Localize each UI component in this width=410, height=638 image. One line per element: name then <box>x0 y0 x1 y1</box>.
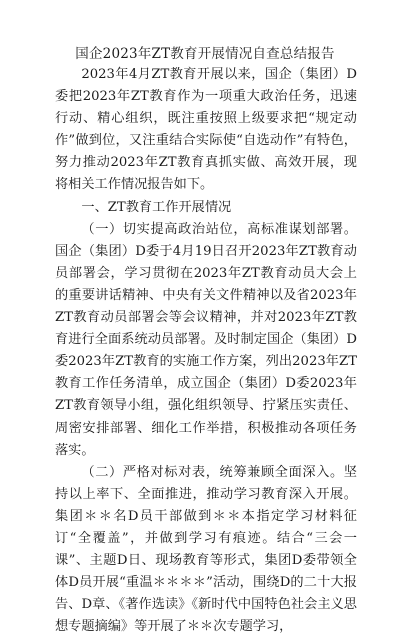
section-heading-1: 一、ZT教育工作开展情况 <box>81 199 232 215</box>
document-body <box>55 64 357 638</box>
paragraph-1: （一）切实提高政治站位，高标准谋划部署。国企（集团）D委于4月19日召开2023年ZT教育动员部署会，学习贯彻在2023年ZT教育动员大会上的重要讲话精神、中央有关文件精神以及省2023年ZT教育动员部署会等会议精神，并对2023年ZT教育进行全面系统动员部署。及时制定国企（集团）D委2023年ZT教育的实施工作方案，列出2023年ZT教育工作任务清单，成立国企（集团）D委2023年ZT教育领导小组，强化组织领导、拧紧压实责任、周密安排部署、细化工作举措，积极推动各项任务落实。 <box>55 221 357 458</box>
paragraph-2: （二）严格对标对表，统筹兼顾全面深入。坚持以上率下、全面推进，推动学习教育深入开展。集团＊＊名D员干部做到＊＊本指定学习材料征订“全覆盖”，并做到学习有痕迹。结合“三会一课”、主题D日、现场教育等形式，集团D委带领全体D员开展“重温＊＊＊＊”活动，围绕D的二十大报告、D章、《著作选读》《新时代中国特色社会主义思想专题摘编》等开展了＊＊次专题学习， <box>55 464 357 635</box>
document-title: 国企2023年ZT教育开展情况自查总结报告 <box>75 46 335 62</box>
intro-paragraph: 2023年4月ZT教育开展以来，国企（集团）D委把2023年ZT教育作为一项重大政治任务，迅速行动、精心组织，既注重按照上级要求把“规定动作”做到位，又注重结合实际使“自选动作”有特色，努力推动2023年ZT教育真抓实做、高效开展，现将相关工作情况报告如下。 <box>55 67 357 193</box>
